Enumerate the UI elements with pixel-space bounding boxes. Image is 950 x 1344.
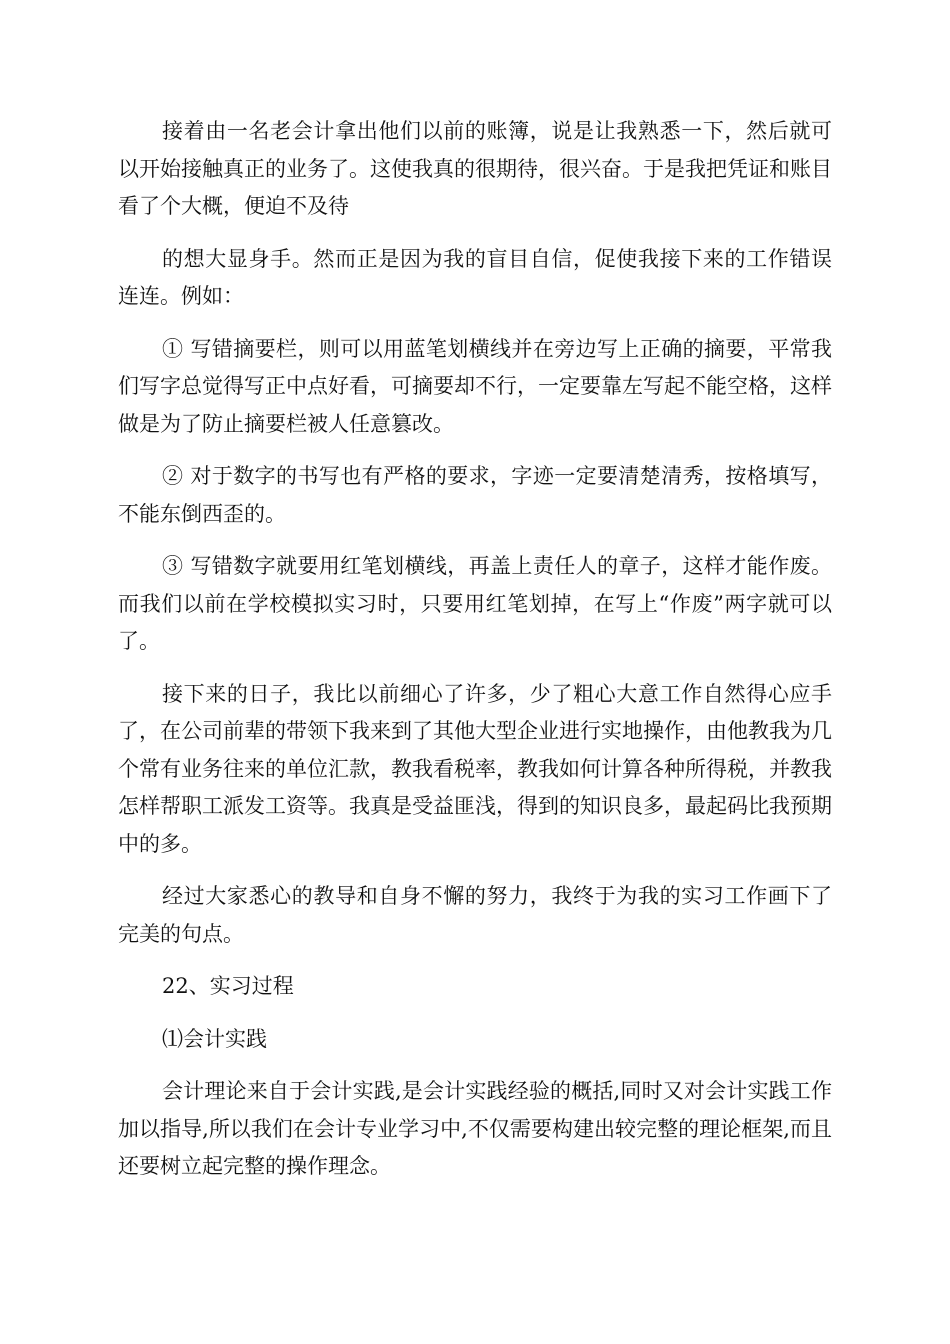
paragraph-conclusion: 经过大家悉心的教导和自身不懈的努力，我终于为我的实习工作画下了完美的句点。 [118, 884, 832, 946]
paragraph-item-3-digit-correction: ③ 写错数字就要用红笔划横线，再盖上责任人的章子，这样才能作废。而我们以前在学校模拟实习时，只要用红笔划掉，在写上“作废”两字就可以了。 [118, 554, 832, 653]
paragraph-accounting-theory: 会计理论来自于会计实践,是会计实践经验的概括,同时又对会计实践工作加以指导,所以我们在会计专业学习中,不仅需要构建出较完整的理论框架,而且还要树立起完整的操作理念。 [118, 1079, 832, 1178]
paragraph-item-1-summary-column: ① 写错摘要栏，则可以用蓝笔划横线并在旁边写上正确的摘要，平常我们写字总觉得写正中点好看，可摘要却不行，一定要靠左写起不能空格，这样做是为了防止摘要栏被人任意篡改。 [118, 336, 832, 436]
paragraph-ledger-intro: 接着由一名老会计拿出他们以前的账簿，说是让我熟悉一下，然后就可以开始接触真正的业务了。这使我真的很期待，很兴奋。于是我把凭证和账目看了个大概，便迫不及待 [118, 119, 832, 218]
section-heading-internship-process: 22、实习过程 [162, 974, 294, 998]
paragraph-item-2-digit-writing: ② 对于数字的书写也有严格的要求，字迹一定要清楚清秀，按格填写，不能东倒西歪的。 [118, 464, 832, 526]
paragraph-following-days: 接下来的日子，我比以前细心了许多，少了粗心大意工作自然得心应手了，在公司前辈的带领下我来到了其他大型企业进行实地操作，由他教我为几个常有业务往来的单位汇款，教我看税率，教我如何计算各种所得税，并教我怎样帮职工派发工资等。我真是受益匪浅，得到的知识良多，最起码比我预期中的多。 [118, 681, 832, 856]
paragraph-overconfidence: 的想大显身手。然而正是因为我的盲目自信，促使我接下来的工作错误连连。例如： [118, 246, 832, 308]
subsection-heading-accounting-practice: ⑴会计实践 [162, 1026, 267, 1051]
